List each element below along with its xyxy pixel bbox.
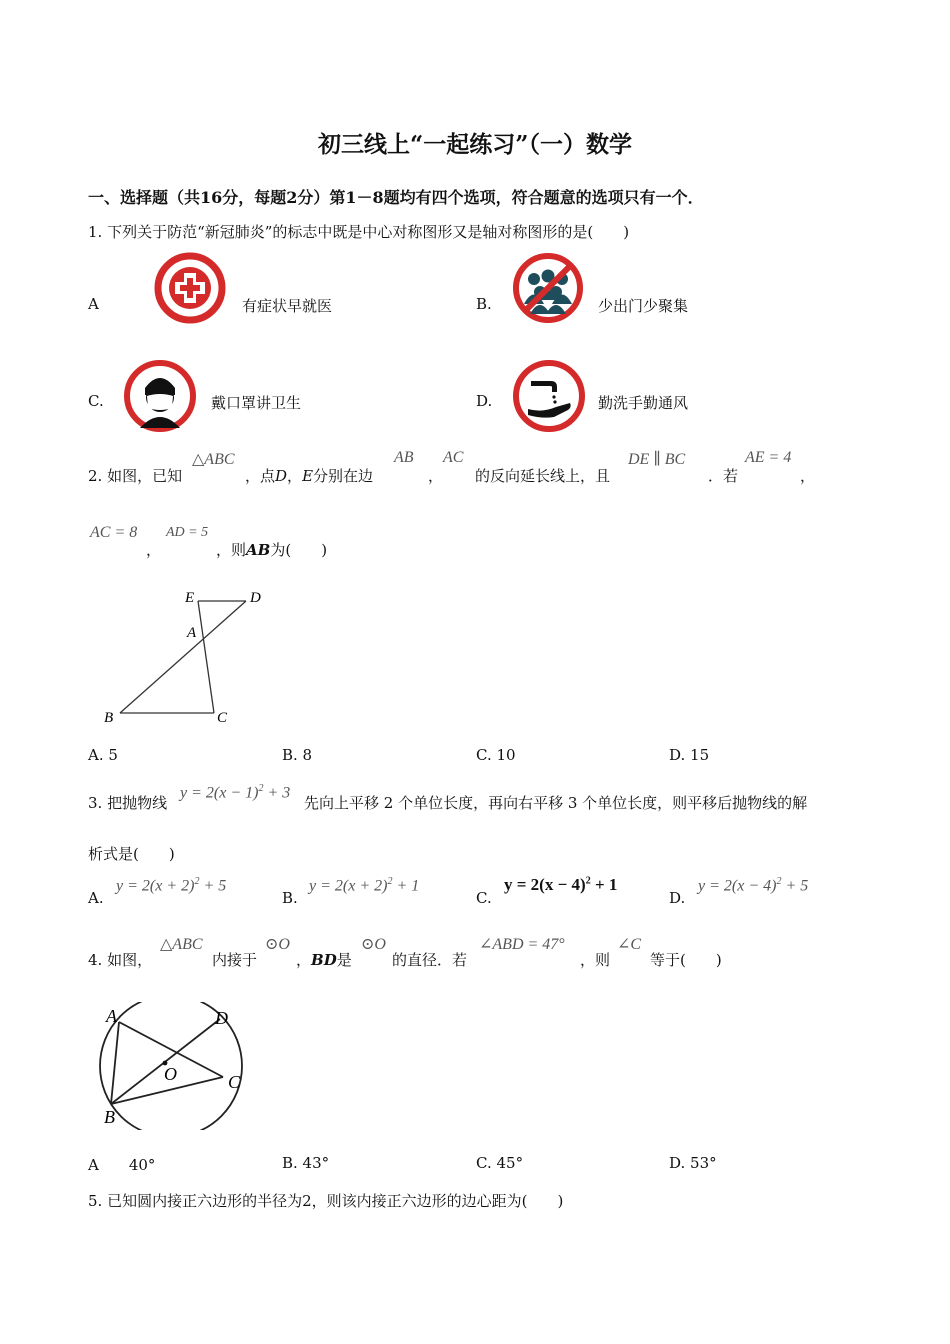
q2-label-c: C	[217, 710, 228, 726]
red-cross-sign-icon	[154, 252, 226, 324]
q4-math-circle-o: ⊙O	[265, 936, 290, 953]
q2-math-ab: AB	[394, 449, 414, 466]
q3-option-c-letter: C.	[476, 889, 492, 907]
q2-math-ad: AD = 5	[166, 525, 209, 540]
q2-text-dot: ，点	[245, 467, 276, 485]
q4-bd: BD	[311, 951, 337, 969]
q4-comma: ，	[296, 951, 312, 969]
q2-text-5	[216, 539, 327, 560]
q2-math-ae: AE = 4	[745, 449, 792, 466]
q2-math-ac-8: AC = 8	[90, 524, 138, 541]
q4-text-5: ，则	[580, 951, 611, 969]
q3-option-d-expr	[698, 876, 808, 895]
q2-text-4: ．若	[708, 467, 739, 485]
q3-parabola-tail: + 3	[263, 784, 291, 802]
q3-option-a-letter: A.	[88, 889, 104, 907]
q2-label-b: B	[104, 710, 114, 726]
q2-text-3: 的反向延长线上，且	[475, 467, 611, 485]
q1-option-d-letter: D.	[476, 392, 493, 410]
q2-math-triangle-abc: △ABC	[192, 451, 235, 468]
q2-label-e: E	[185, 590, 195, 606]
q2-then: ，则	[216, 541, 247, 559]
q3-parabola-square: 2	[258, 783, 264, 794]
page-title: 初三线上“一起练习”（一）数学	[318, 131, 632, 158]
q3-option-c-tail: + 1	[590, 875, 618, 894]
q4-label-b: B	[104, 1107, 115, 1127]
q2-math-de-parallel-bc: DE ∥ BC	[628, 451, 686, 468]
q4-text-4: 的直径．若	[392, 951, 468, 969]
section-heading: 一、选择题（共16分，每题2分）第1－8题均有四个选项，符合题意的选项只有一个．	[88, 188, 704, 207]
q4-math-circle-o-2: ⊙O	[361, 936, 386, 953]
q4-label-d: D	[215, 1008, 228, 1028]
q2-label-a: A	[187, 625, 197, 641]
q3-option-a-base: y = 2(x + 2)	[116, 877, 195, 895]
q3-option-d-square: 2	[776, 876, 782, 887]
q2-figure	[98, 584, 270, 726]
q2-option-d: D. 15	[669, 746, 710, 764]
q2-option-a: A. 5	[88, 746, 118, 764]
q2-comma-3: ，	[800, 467, 816, 485]
q1-option-c-label: 戴口罩讲卫生	[211, 394, 302, 412]
q3-option-b-expr	[309, 876, 419, 895]
q4-math-triangle-abc: △ABC	[160, 936, 203, 953]
q2-option-b: B. 8	[282, 746, 313, 764]
q3-option-b-letter: B.	[282, 889, 298, 907]
q1-option-a-letter: A	[88, 295, 99, 313]
q3-option-b-tail: + 1	[392, 877, 420, 895]
q2-comma: ，	[287, 467, 303, 485]
q2-text-on-sides: 分别在边	[313, 467, 374, 485]
q4-math-angle-abd: ∠ABD = 47°	[479, 936, 565, 953]
q3-option-d-tail: + 5	[781, 877, 809, 895]
q2-point-d: D	[275, 467, 288, 485]
q4-option-d: D. 53°	[669, 1154, 717, 1172]
q2-ab: AB	[246, 541, 271, 559]
q2-math-ac: AC	[443, 449, 464, 466]
q4-option-a: A 40°	[88, 1156, 156, 1174]
q3-option-c-square: 2	[585, 875, 591, 887]
q1-option-b-letter: B.	[476, 295, 492, 313]
q3-math-parabola	[180, 783, 290, 802]
q5-stem: 5. 已知圆内接正六边形的半径为2，则该内接正六边形的边心距为( )	[88, 1192, 564, 1210]
no-crowd-sign-icon	[512, 252, 584, 324]
q4-option-c: C. 45°	[476, 1154, 524, 1172]
q2-label-d: D	[250, 590, 261, 606]
hand-washing-sign-icon	[512, 359, 586, 433]
q3-text-2: 先向上平移 2 个单位长度，再向右平移 3 个单位长度，则平移后抛物线的解	[304, 794, 808, 812]
q1-option-b-label: 少出门少聚集	[598, 297, 689, 315]
q3-option-c-base: y = 2(x − 4)	[504, 875, 586, 894]
q1-option-c-letter: C.	[88, 392, 104, 410]
q2-point-e: E	[302, 467, 314, 485]
q3-option-a-square: 2	[194, 876, 200, 887]
q4-label-a: A	[106, 1006, 117, 1026]
q4-text-6: 等于( )	[650, 951, 722, 969]
q3-option-c-expr	[504, 875, 617, 895]
q4-label-c: C	[228, 1072, 241, 1092]
q3-text-1: 3. 把抛物线	[88, 794, 168, 812]
face-mask-sign-icon	[123, 359, 197, 433]
q3-option-b-square: 2	[387, 876, 393, 887]
q3-option-b-base: y = 2(x + 2)	[309, 877, 388, 895]
q1-option-a-label: 有症状早就医	[242, 297, 333, 315]
q3-option-d-base: y = 2(x − 4)	[698, 877, 777, 895]
q3-option-a-tail: + 5	[199, 877, 227, 895]
q2-text-2	[245, 465, 373, 486]
q4-text-1: 4. 如图，	[88, 951, 153, 969]
q2-comma-2: ，	[428, 467, 444, 485]
q2-option-c: C. 10	[476, 746, 516, 764]
q4-label-o: O	[164, 1064, 177, 1084]
q4-option-b: B. 43°	[282, 1154, 330, 1172]
q4-math-angle-c: ∠C	[617, 936, 642, 953]
q4-text-2: 内接于	[212, 951, 258, 969]
q1-stem: 1. 下列关于防范“新冠肺炎”的标志中既是中心对称图形又是轴对称图形的是( )	[88, 223, 630, 241]
q4-text-bd	[296, 949, 352, 970]
q2-text-1: 2. 如图，已知	[88, 467, 183, 485]
q4-figure	[96, 1002, 256, 1130]
q1-option-d-label: 勤洗手勤通风	[598, 394, 689, 412]
q3-option-d-letter: D.	[669, 889, 686, 907]
q3-parabola-base: y = 2(x − 1)	[180, 784, 259, 802]
q2-comma-4: ，	[146, 541, 162, 559]
q3-option-a-expr	[116, 876, 226, 895]
q2-is: 为( )	[270, 541, 328, 559]
q3-text-3: 析式是( )	[88, 845, 175, 863]
q4-is: 是	[336, 951, 352, 969]
